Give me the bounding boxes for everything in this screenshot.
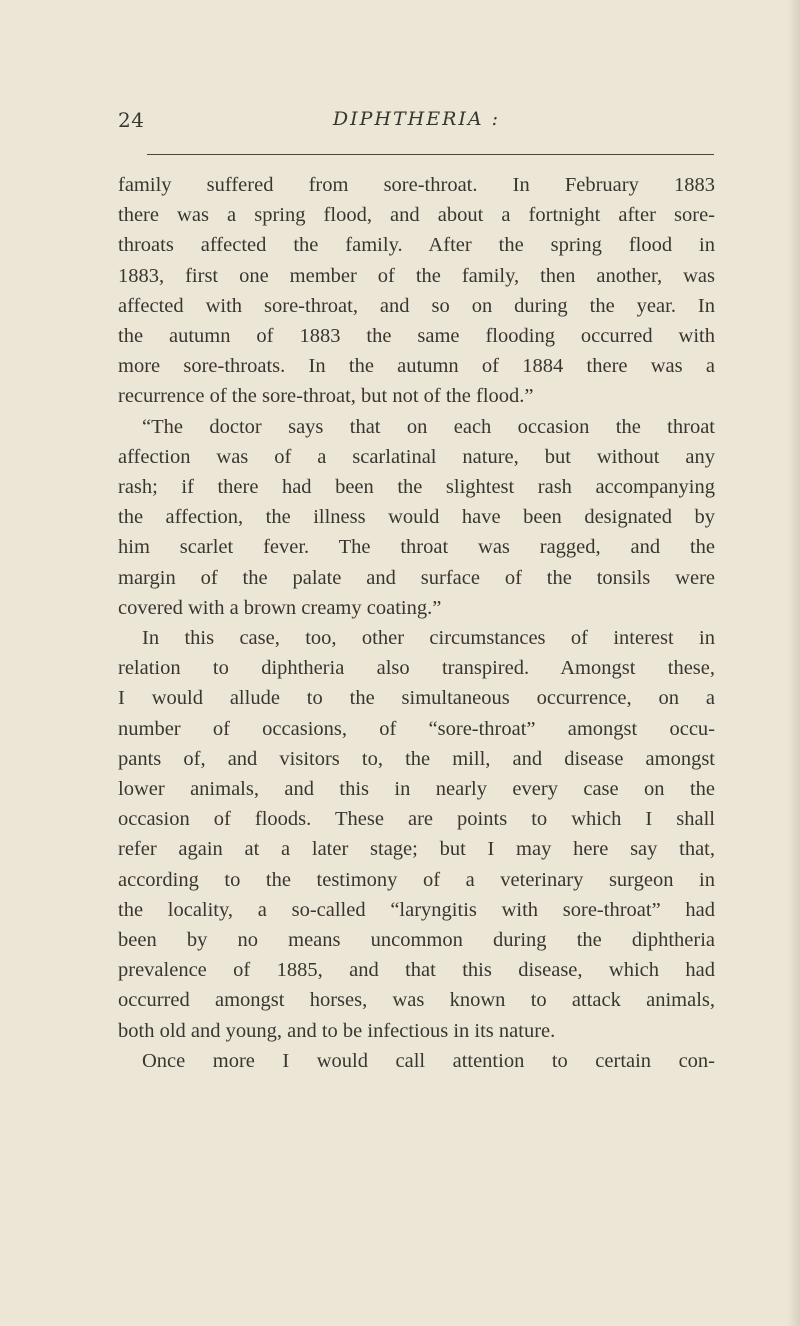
header-rule — [147, 154, 714, 155]
text-line: covered with a brown creamy coating.” — [118, 596, 442, 619]
text-line: refer again at a later stage; but I may here say that, — [118, 838, 715, 861]
running-head: DIPHTHERIA : — [332, 108, 501, 130]
body-text — [118, 170, 715, 1076]
text-line: there was a spring flood, and about a fortnight after sore- — [118, 204, 715, 227]
text-line: affected with sore-throat, and so on during the year. In — [118, 294, 715, 317]
text-line: according to the testimony of a veterinary surgeon in — [118, 868, 715, 891]
page-header — [118, 106, 715, 140]
text-line: pants of, and visitors to, the mill, and disease amongst — [118, 747, 715, 770]
text-line: family suffered from sore-throat. In February 1883 — [118, 174, 715, 196]
text-line: the affection, the illness would have been designated by — [118, 506, 715, 529]
text-line: 1883, first one member of the family, then another, was — [118, 264, 715, 287]
text-line: recurrence of the sore-throat, but not of the flood.” — [118, 385, 534, 408]
text-line: him scarlet fever. The throat was ragged, and the — [118, 536, 715, 559]
text-line: prevalence of 1885, and that this disease, which had — [118, 959, 715, 982]
text-line: both old and young, and to be infectious in its nature. — [118, 1019, 556, 1042]
text-line: throats affected the family. After the spring flood in — [118, 234, 715, 257]
text-line: number of occasions, of “sore-throat” amongst occu- — [118, 717, 715, 740]
text-line: lower animals, and this in nearly every case on the — [118, 778, 715, 801]
text-line: margin of the palate and surface of the tonsils were — [118, 566, 715, 589]
text-line: affection was of a scarlatinal nature, but without any — [118, 445, 715, 468]
text-line: more sore-throats. In the autumn of 1884 there was a — [118, 355, 715, 378]
text-line: rash; if there had been the slightest rash accompanying — [118, 476, 715, 499]
text-line: I would allude to the simultaneous occurrence, on a — [118, 687, 715, 710]
text-line: occurred amongst horses, was known to attack animals, — [118, 989, 715, 1012]
text-line: In this case, too, other circumstances of interest in — [142, 627, 715, 650]
page-edge-shadow — [788, 0, 800, 1326]
text-line: Once more I would call attention to certain con- — [142, 1049, 715, 1072]
text-line: the locality, a so-called “laryngitis with sore-throat” had — [118, 898, 715, 921]
text-line: been by no means uncommon during the diphtheria — [118, 929, 715, 952]
text-line: the autumn of 1883 the same flooding occurred with — [118, 325, 715, 348]
page-number: 24 — [118, 108, 145, 132]
text-line: occasion of floods. These are points to which I shall — [118, 808, 715, 831]
text-line: “The doctor says that on each occasion the throat — [142, 415, 715, 438]
text-line: relation to diphtheria also transpired. Amongst these, — [118, 657, 715, 680]
